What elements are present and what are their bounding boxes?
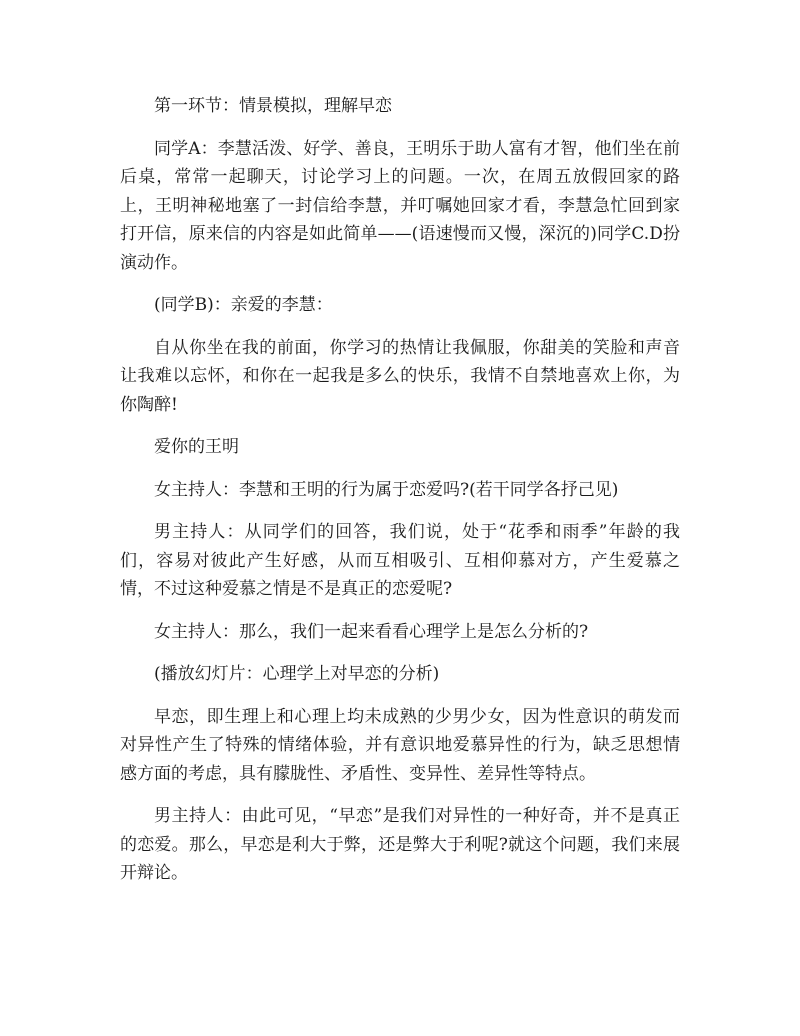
paragraph-male-host-conclusion: 男主持人：由此可见，“早恋”是我们对异性的一种好奇，并不是真正的恋爱。那么，早恋是利大于弊，还是弊大于利呢?就这个问题，我们来展开辩论。 (120, 806, 680, 883)
paragraph-male-host-response: 男主持人：从同学们的回答，我们说，处于“花季和雨季”年龄的我们，容易对彼此产生好感，从而互相吸引、互相仰慕对方，产生爱慕之情，不过这种爱慕之情是不是真正的恋爱呢? (120, 522, 680, 599)
paragraph-definition: 早恋，即生理上和心理上均未成熟的少男少女，因为性意识的萌发而对异性产生了特殊的情绪体验，并有意识地爱慕异性的行为，缺乏思想情感方面的考虑，具有朦胧性、矛盾性、变异性、差异性等特点。 (120, 706, 680, 784)
paragraph-slide-note: (播放幻灯片：心理学上对早恋的分析) (154, 664, 440, 684)
paragraph-letter-salutation: (同学B)：亲爱的李慧： (154, 295, 333, 315)
paragraph-letter-signature: 爱你的王明 (154, 437, 239, 457)
section-heading: 第一环节：情景模拟，理解早恋 (154, 96, 392, 116)
paragraph-female-host-question: 女主持人：李慧和王明的行为属于恋爱吗?(若干同学各抒己见) (154, 479, 619, 500)
paragraph-letter-body: 自从你坐在我的前面，你学习的热情让我佩服，你甜美的笑脸和声音让我难以忘怀，和你在一起我是多么的快乐，我情不自禁地喜欢上你，为你陶醉! (120, 337, 680, 415)
paragraph-female-host-transition: 女主持人：那么，我们一起来看看心理学上是怎么分析的? (154, 621, 589, 642)
document-body (120, 92, 680, 902)
paragraph-student-a: 同学A：李慧活泼、好学、善良，王明乐于助人富有才智，他们坐在前后桌，常常一起聊天，讨论学习上的问题。一次，在周五放假回家的路上，王明神秘地塞了一封信给李慧，并叮嘱她回家才看，李慧急忙回到家打开信，原来信的内容是如此简单——(语速慢而又慢，深沉的)同学C.D扮演动作。 (120, 138, 680, 273)
